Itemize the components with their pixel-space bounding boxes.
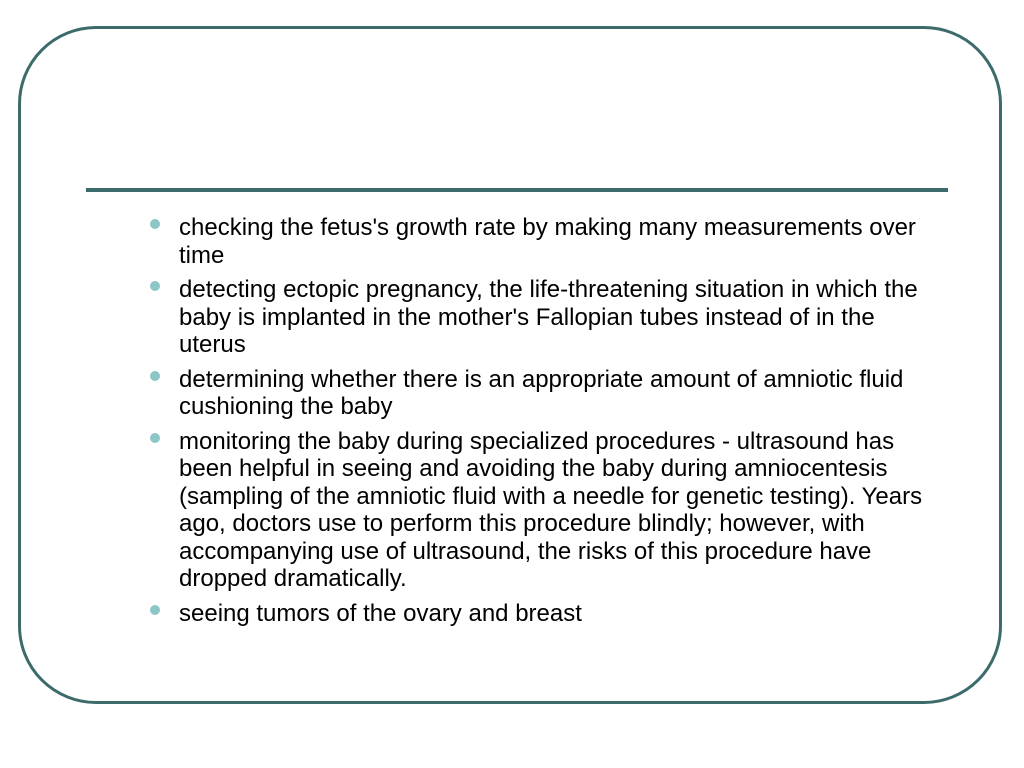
list-item: [148, 366, 948, 421]
bullet-text: monitoring the baby during specialized procedures - ultrasound has been helpful in seeing and avoiding the baby during amniocentesis (sampling of the amniotic fluid with a needle for genetic testing). Years ago, doctors use to perform this procedure blindly; however, with accompanying use of ultrasound, the risks of this procedure have dropped dramatically.: [179, 427, 923, 592]
bullet-text: detecting ectopic pregnancy, the life-threatening situation in which the baby is implanted in the mother's Fallopian tubes instead of in the uterus: [179, 276, 918, 358]
bullet-icon: [150, 281, 160, 291]
title-divider: [86, 188, 948, 192]
bullet-text: determining whether there is an appropriate amount of amniotic fluid cushioning the baby: [179, 365, 904, 420]
bullet-text: seeing tumors of the ovary and breast: [179, 599, 582, 627]
list-item: [148, 276, 948, 359]
list-item: [148, 214, 948, 269]
bullet-icon: [150, 605, 160, 615]
list-item: [148, 428, 948, 593]
bullet-list: [148, 214, 948, 634]
bullet-icon: [150, 371, 160, 381]
bullet-icon: [150, 433, 160, 443]
bullet-text: checking the fetus's growth rate by making many measurements over time: [179, 214, 916, 269]
bullet-icon: [150, 219, 160, 229]
list-item: [148, 600, 948, 628]
